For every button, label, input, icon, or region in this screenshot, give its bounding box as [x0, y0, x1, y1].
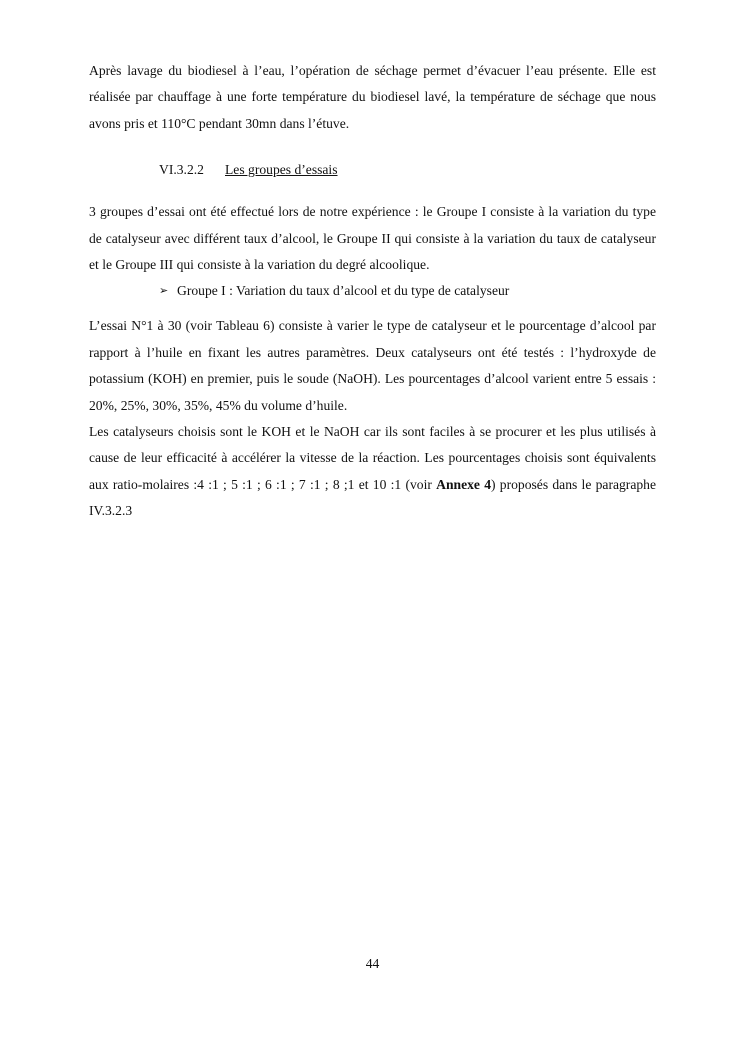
page-content — [89, 58, 656, 525]
paragraph-catalyseurs-tail: ) proposés dans le paragraphe IV.3.2.3 — [89, 476, 657, 519]
paragraph-essai: L’essai N°1 à 30 (voir Tableau 6) consiste à varier le type de catalyseur et le pourcentage d’alcool par rapport à l’huile en fixant les autres paramètres. Deux catalyseurs ont été testés : l’hydroxyde de potassium (KOH) en premier, puis le soude (NaOH). Les pourcentages d’alcool varient entre 5 essais : 20%, 25%, 30%, 35%, 45% du volume d’huile. — [89, 318, 656, 413]
paragraph-drying: Après lavage du biodiesel à l’eau, l’opération de séchage permet d’évacuer l’eau présente. Elle est réalisée par chauffage à une forte température du biodiesel lavé, la température de séchage que nous avons pris et 110°C pendant 30mn dans l’étuve. — [89, 63, 656, 131]
arrow-bullet-icon: ➢ — [159, 284, 169, 298]
paragraph-catalyseurs-text: Les catalyseurs choisis sont le KOH et le NaOH car ils sont faciles à se procurer et les plus utilisés à cause de leur efficacité à accélérer la vitesse de la réaction. Les pourcentages choisis sont équivalents aux ratio-molaires :4 :1 ; 5 :1 ; 6 :1 ; 7 :1 ; 8 ;1 et 10 :1 (voir — [89, 424, 656, 492]
section-title: Les groupes d’essais — [225, 162, 338, 178]
paragraph-groups: 3 groupes d’essai ont été effectué lors de notre expérience : le Groupe I consiste à la variation du type de catalyseur avec différent taux d’alcool, le Groupe II qui consiste à la variation du taux de catalyseur et le Groupe III qui consiste à la variation du degré alcoolique. — [89, 204, 656, 273]
section-number: VI.3.2.2 — [159, 162, 204, 178]
bullet-text: Groupe I : Variation du taux d’alcool et du type de catalyseur — [177, 283, 510, 299]
paragraph-catalyseurs — [89, 419, 656, 525]
section-heading — [159, 157, 656, 183]
annex-reference: Annexe 4 — [436, 476, 492, 492]
bullet-item-group-1 — [159, 278, 656, 304]
page-number: 44 — [365, 956, 380, 971]
